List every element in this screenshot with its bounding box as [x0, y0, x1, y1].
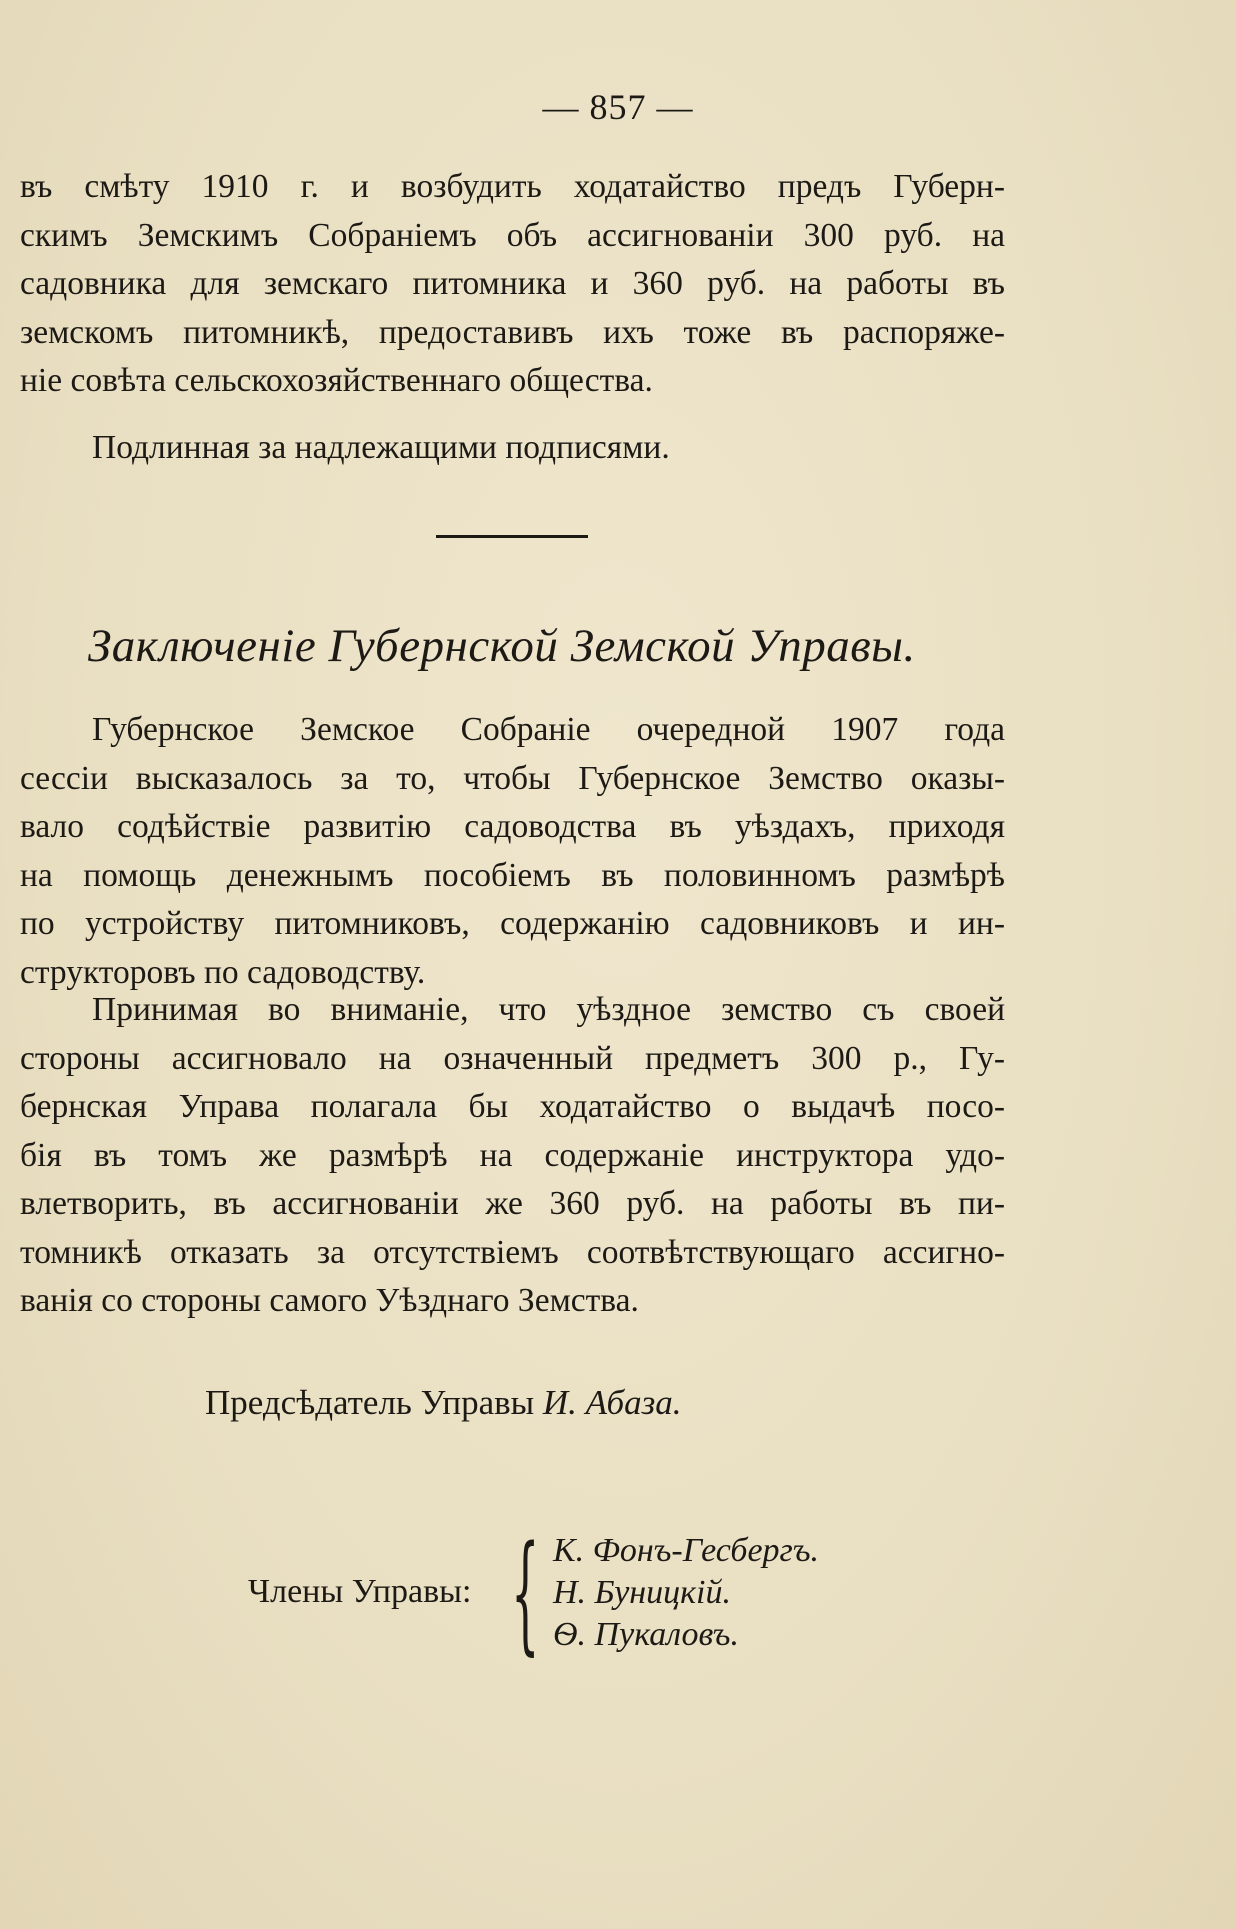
section-heading: Заключеніе Губернской Земской Управы.	[88, 620, 916, 672]
members-list	[553, 1530, 819, 1656]
text-line: влетворить, въ ассигнованіи же 360 руб. на работы въ пи-	[20, 1185, 1005, 1222]
body-paragraph-1	[20, 706, 1005, 997]
text-line: сессіи высказалось за то, чтобы Губернское Земство оказы-	[20, 759, 1005, 797]
chairman-signature	[205, 1379, 682, 1427]
page-number: — 857 —	[542, 87, 694, 127]
text-line: стороны ассигновало на означенный предметъ 300 р., Гу-	[20, 1039, 1005, 1077]
member-name: Ѳ. Пукаловъ.	[553, 1616, 739, 1653]
continuation-paragraph	[20, 163, 1005, 406]
text-line: Принимая во вниманіе, что уѣздное земство съ своей	[92, 991, 1005, 1028]
text-line: структоровъ по садоводству.	[20, 953, 426, 991]
chairman-title: Предсѣдатель Управы	[205, 1383, 535, 1422]
section-divider	[436, 535, 588, 538]
text-line: бія въ томъ же размѣрѣ на содержаніе инструктора удо-	[20, 1136, 1005, 1174]
chairman-name: И. Абаза.	[542, 1383, 682, 1422]
body-paragraph-2	[20, 986, 1005, 1326]
text-line: ванія со стороны самого Уѣзднаго Земства.	[20, 1282, 639, 1319]
left-brace-glyph: {	[511, 1519, 540, 1668]
text-line: по устройству питомниковъ, содержанію садовниковъ и ин-	[20, 905, 1005, 942]
text-line: ніе совѣта сельскохозяйственнаго общества.	[20, 362, 653, 399]
text-line: вало содѣйствіе развитію садоводства въ уѣздахъ, приходя	[20, 808, 1005, 845]
attestation-line: Подлинная за надлежащими подписями.	[92, 429, 670, 466]
text-line: въ смѣту 1910 г. и возбудить ходатайство предъ Губерн-	[20, 168, 1005, 205]
text-line: на помощь денежнымъ пособіемъ въ половинномъ размѣрѣ	[20, 856, 1005, 894]
text-line: скимъ Земскимъ Собраніемъ объ ассигнованіи 300 руб. на	[20, 216, 1005, 254]
text-line: земскомъ питомникѣ, предоставивъ ихъ тоже въ распоряже-	[20, 313, 1005, 351]
text-line: Губернское Земское Собраніе очередной 1907 года	[92, 711, 1005, 748]
text-line: садовника для земскаго питомника и 360 руб. на работы въ	[20, 265, 1005, 302]
text-line: бернская Управа полагала бы ходатайство о выдачѣ посо-	[20, 1088, 1005, 1125]
members-label: Члены Управы:	[248, 1573, 472, 1610]
text-line: томникѣ отказать за отсутствіемъ соотвѣтствующаго ассигно-	[20, 1233, 1005, 1271]
member-name: К. Фонъ-Гесбергъ.	[553, 1532, 819, 1569]
member-name: Н. Буницкій.	[553, 1574, 732, 1611]
